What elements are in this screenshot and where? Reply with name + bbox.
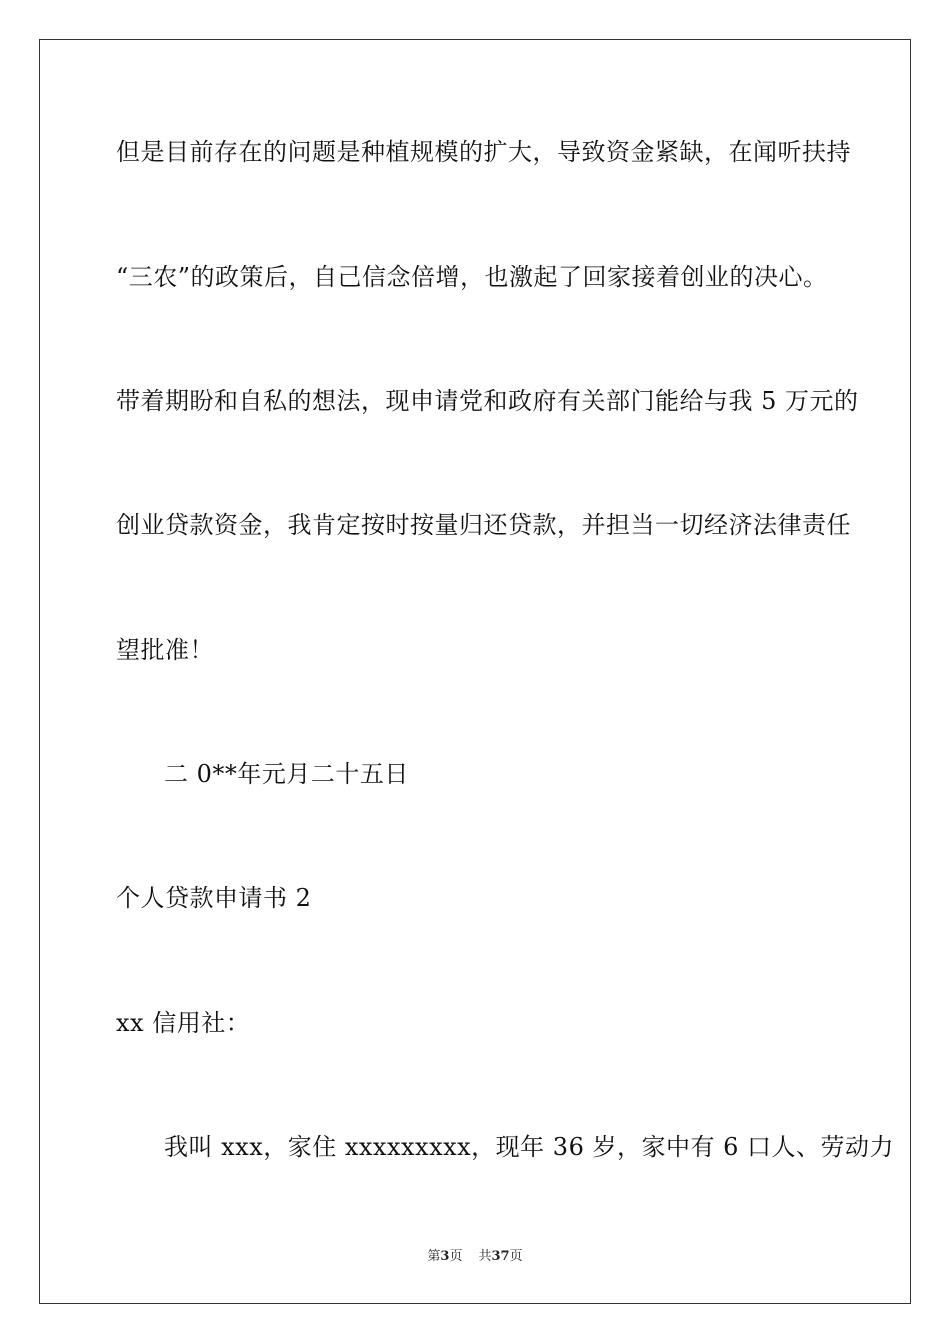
paragraph-line-5: 望批准！: [116, 636, 214, 664]
page-number: 3: [440, 1249, 450, 1264]
page-border: [39, 39, 911, 1304]
addressee: xx 信用社：: [116, 1009, 251, 1037]
date-line: 二 0**年元月二十五日: [164, 760, 409, 788]
paragraph-line-4: 创业贷款资金，我肯定按时按量归还贷款，并担当一切经济法律责任: [116, 511, 851, 539]
total-prefix: 共: [478, 1249, 492, 1264]
page-footer: [0, 1248, 950, 1266]
paragraph-line-3: 带着期盼和自私的想法，现申请党和政府有关部门能给与我 5 万元的: [116, 387, 859, 415]
total-pages: 37: [491, 1249, 510, 1264]
total-suffix: 页: [509, 1249, 523, 1264]
body-line: 我叫 xxx，家住 xxxxxxxxx，现年 36 岁，家中有 6 口人、劳动力: [164, 1133, 895, 1161]
page-suffix: 页: [449, 1249, 463, 1264]
page-prefix: 第: [427, 1249, 441, 1264]
paragraph-line-1: 但是目前存在的问题是种植规模的扩大，导致资金紧缺，在闻听扶持: [116, 138, 851, 166]
paragraph-line-2: “三农”的政策后，自己信念倍增，也激起了回家接着创业的决心。: [116, 263, 828, 291]
section-title: 个人贷款申请书 2: [116, 884, 312, 912]
